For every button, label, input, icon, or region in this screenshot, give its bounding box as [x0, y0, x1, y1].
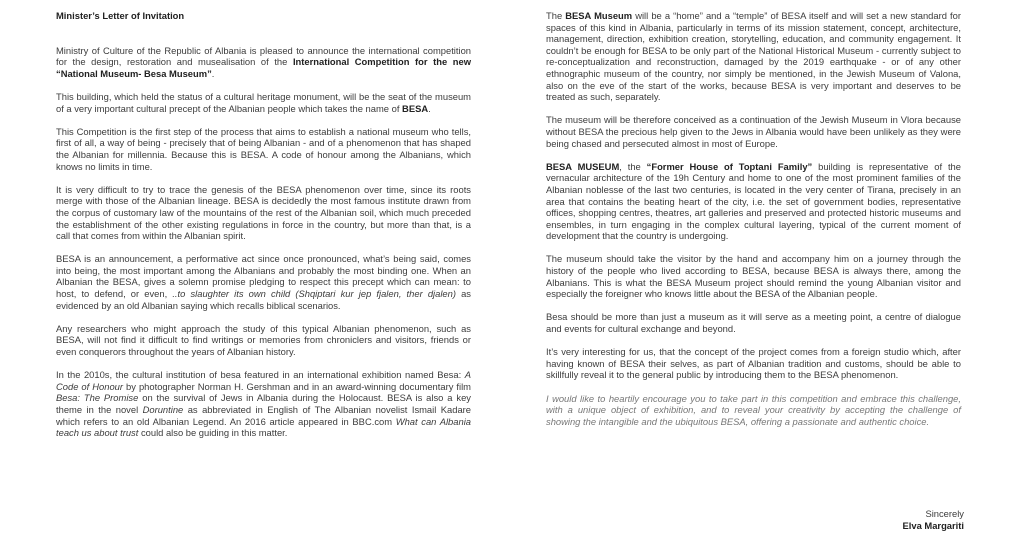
- closing: Sincerely: [925, 508, 964, 519]
- text: The: [546, 10, 566, 21]
- exhibition-title: A Code of Honour: [56, 369, 471, 392]
- right-column: [546, 10, 961, 439]
- saying-italic: ..to slaughter its own child (Shqiptari kur jep fjalen, ther djalen): [172, 288, 456, 300]
- paragraph-announcement: [56, 253, 471, 311]
- paragraph-researchers: Any researchers who might approach the study of this typical Albanian phenomenon, such as BESA, will not find it difficult to find writings or memories from chroniclers and visitors, friends or even conquerors throughout the years of Albanian history.: [56, 322, 471, 358]
- text: This building, which held the status of a cultural heritage monument, will be the seat of the museum of a very important cultural precept of the Albanian people which takes the name of: [56, 90, 471, 114]
- text: as abbreviated in English of The Albanian novelist Ismail Kadare which refers to an old Albanian Legend. An 2016 article appeared in BBC.com: [56, 404, 471, 427]
- signature-block: [903, 508, 964, 531]
- film-title: Besa: The Promise: [56, 392, 139, 404]
- article-title: What can Albania teach us about trust: [56, 415, 472, 439]
- novel-title: Doruntine: [142, 404, 184, 415]
- text: .: [428, 102, 431, 114]
- besa-bold: BESA: [402, 102, 429, 114]
- competition-name: International Competition for the new “National Museum- Besa Museum”: [56, 56, 471, 79]
- text: will be a “home” and a “temple” of BESA itself and will set a new standard for spaces of this kind in Albania, particularly in terms of its mission statement, concept, architecture, management, direction, exhibition creation, storytelling, education, and community engagement. It couldn’t be enough for BESA to be only part of the National Historical Museum - currently subject to re-conceptualization and reconstruction, damaged by the 2019 earthquake - or of any other ethnographic museum of the country, nor simply be mentioned, in the Jewish Museum of Valona, also on the eve of the start of the works, because BESA is very important and deserves to be treated as such, separately.: [546, 10, 961, 103]
- paragraph-journey: The museum should take the visitor by the hand and accompany him on a journey through the history of the people who lived according to BESA, because BESA is always there, among the Albanians. This is what the BESA Museum project should remind the young Albanian visitor and especially the foreigner who knows little about the BESA of the Albanian people.: [546, 253, 961, 300]
- paragraph-besa-museum: [546, 10, 961, 103]
- paragraph-competition: This Competition is the first step of the process that aims to establish a national museum who tells, first of all, a way of being - precisely that of being Albanian - and of a phenomenon that has shaped the Albanian for millennia. Because this is BESA. A code of honour among the Albanians, which knows no limits in time.: [56, 125, 471, 172]
- text: on the survival of Jews in Albania during the Holocaust. BESA is also a key theme in the novel: [56, 392, 471, 415]
- text: by photographer Norman H. Gershman and in an award-winning documentary film: [123, 380, 471, 392]
- paragraph-building: [56, 91, 471, 114]
- paragraph-intro: [56, 45, 471, 80]
- letter-title: Minister’s Letter of Invitation: [56, 10, 185, 21]
- paragraph-continuation: The museum will be therefore conceived as a continuation of the Jewish Museum in Vlora because without BESA the precious help given to the Jews in Albania would have been unlikely as they were being chased and persecuted almost in most of Europe.: [546, 114, 961, 149]
- paragraph-genesis: It is very difficult to try to trace the genesis of the BESA phenomenon over time, since its roots merge with those of the Albanian lineage. BESA is decidedly the most famous institute drawn from the corpus of customary law of the mountains of the rest of the Albanian soil, which much preceded the establishment of the other existing regulations in force in the country, but more than that, is a call that comes from within the Albanian spirit.: [56, 183, 471, 242]
- toptani-house: “Former House of Toptani Family”: [646, 160, 813, 172]
- text: building is representative of the vernacular architecture of the 19h Century and home to one of the most prominent families of the Albanian noblesse of the last two centuries, is located in the very center of Tirana, precisely in an area that contains the beating heart of the city, i.e. the set of government bodies, representative offices, shopping centres, theatres, art galleries and preserved and protected historic museums and ensembles, in turn engaging in the complex cultural layering, typical of the current moment of development that the country is undergoing.: [546, 160, 961, 242]
- text: In the 2010s, the cultural institution of besa featured in an international exhibition named Besa:: [56, 369, 465, 381]
- paragraph-encourage: I would like to heartily encourage you to take part in this competition and embrace this challenge, with a unique object of exhibition, and to reveal your creativity by accepting the challenge of showing the intangible and the ubiquitous BESA, offering a passionate and authentic choice.: [546, 392, 961, 427]
- text: Ministry of Culture of the Republic of Albania is pleased to announce the international competition for the design, restoration and musealisation of the: [56, 44, 471, 68]
- besa-museum-bold: BESA Museum: [565, 10, 633, 21]
- paragraph-2010s: [56, 369, 471, 439]
- left-column: [56, 10, 471, 450]
- text: as evidenced by an old Albanian saying which recalls biblical scenarios.: [56, 288, 471, 311]
- text: , the: [619, 160, 647, 172]
- besa-museum-caps: BESA MUSEUM: [546, 160, 620, 172]
- text: BESA is an announcement, a performative act since once pronounced, what’s being said, comes into being, the most important among the Albanians and probably the most binding one. When an Albanian the BESA, gives a solemn promise pledging to respect this precept which can mean: to host, to defend, or even,: [56, 253, 471, 300]
- signatory-name: Elva Margariti: [902, 519, 964, 531]
- paragraph-foreign-studio: It’s very interesting for us, that the concept of the project comes from a foreign studio which, after having known of BESA their selves, as part of Albanian tradition and customs, should be able to skillfully reveal it to the general public by introducing them to the BESA phenomenon.: [546, 346, 961, 381]
- text: could also be guiding in this matter.: [138, 427, 288, 439]
- paragraph-meeting-point: Besa should be more than just a museum as it will serve as a meeting point, a centre of dialogue and events for cultural exchange and beyond.: [546, 311, 961, 335]
- paragraph-toptani: [546, 161, 961, 242]
- text: .: [211, 67, 215, 79]
